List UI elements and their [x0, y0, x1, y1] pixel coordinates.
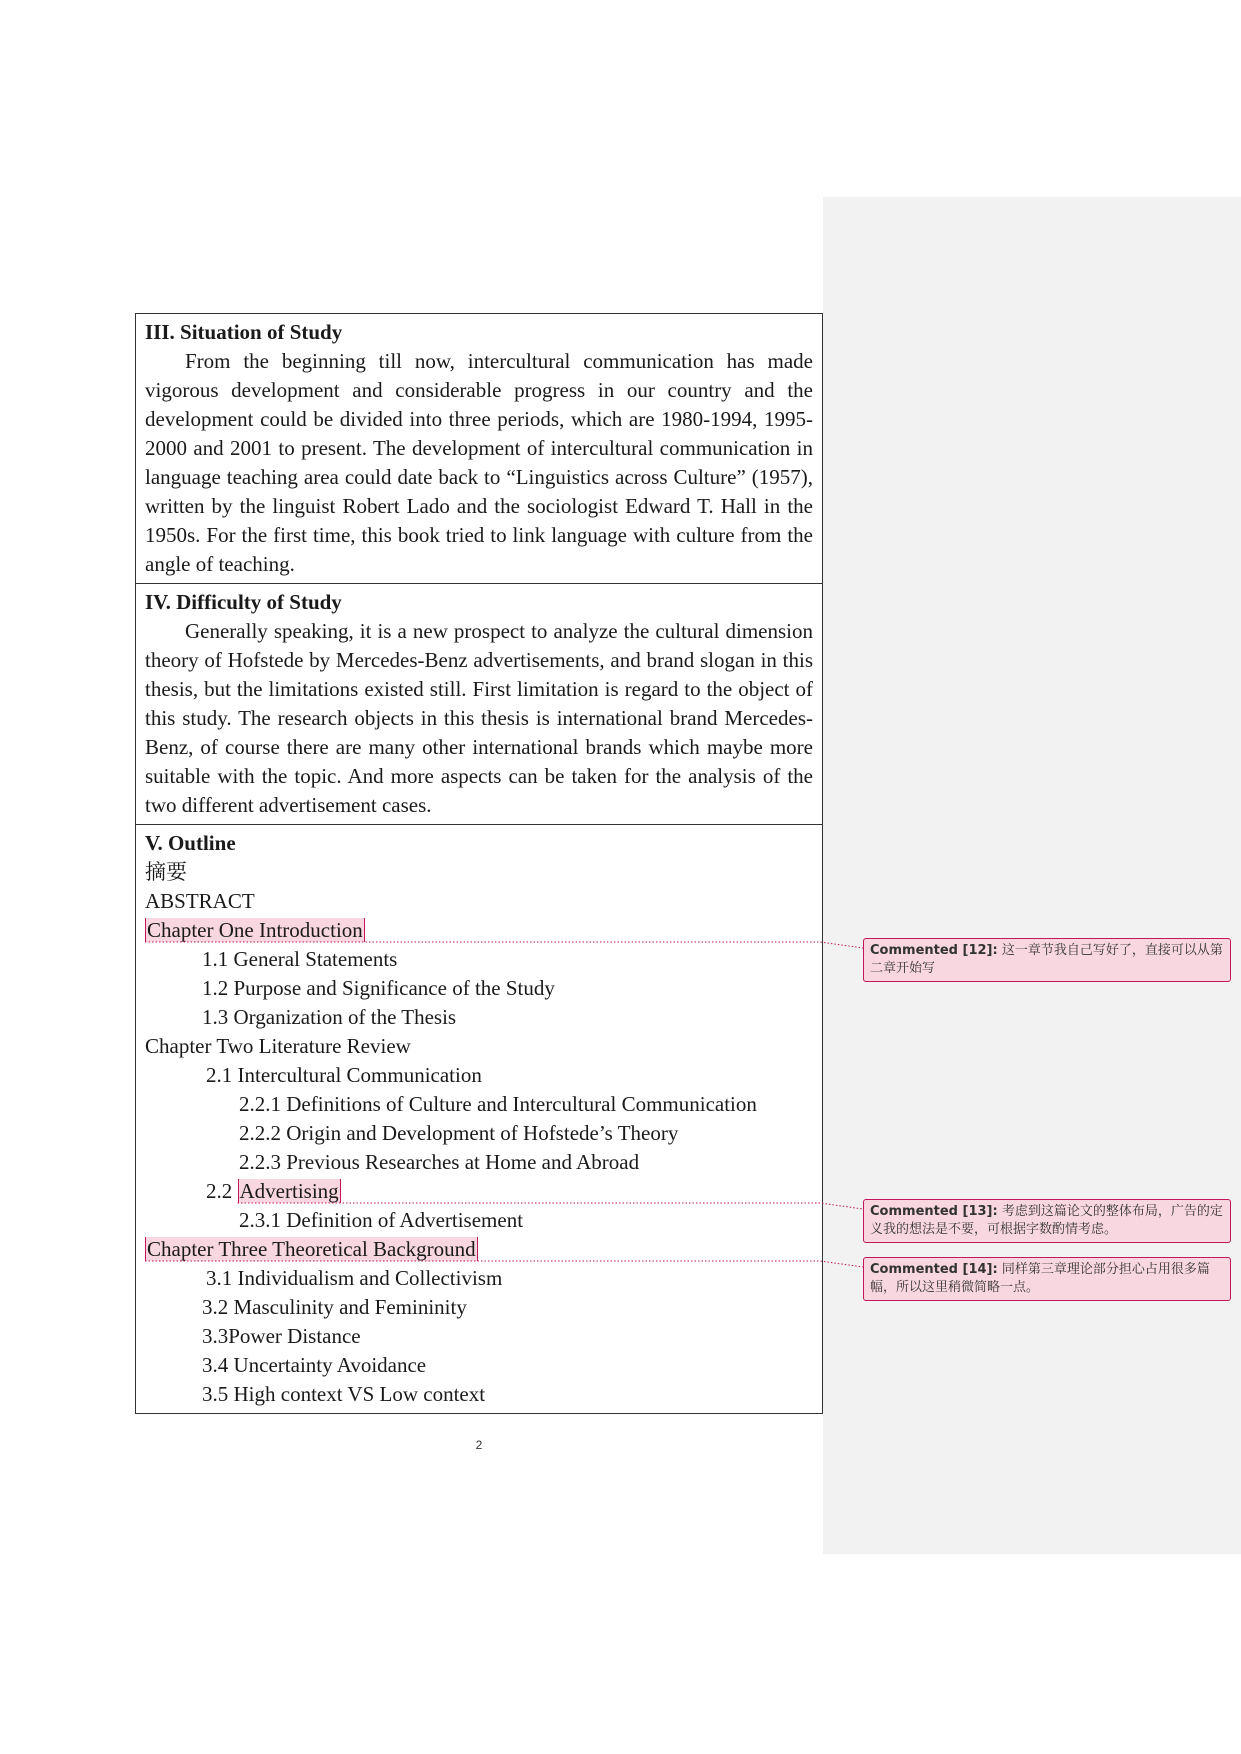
- outline-prefix: 2.2: [206, 1179, 238, 1203]
- page-number: 2: [475, 1438, 483, 1452]
- comment-tag: Commented [14]:: [870, 1262, 998, 1277]
- outline-item: 2.2.1 Definitions of Culture and Intercultural Communication: [239, 1092, 757, 1116]
- outline-item: Chapter Two Literature Review: [145, 1034, 411, 1058]
- comment-tag: Commented [13]:: [870, 1204, 998, 1219]
- section-heading: V. Outline: [145, 831, 236, 855]
- outline-item: 2.1 Intercultural Communication: [206, 1063, 482, 1087]
- outline-item: 3.3Power Distance: [202, 1324, 361, 1348]
- comment-connector: [145, 1261, 863, 1267]
- outline-item: 1.2 Purpose and Significance of the Study: [202, 976, 555, 1000]
- outline-item: 摘要: [145, 860, 187, 884]
- section-paragraph: Generally speaking, it is a new prospect to analyze the cultural dimension theory of Hofstede by Mercedes-Benz advertisements, and brand slogan in this thesis, but the limitations existed still. First limitation is regard to the object of this study. The research objects in this thesis is international brand Mercedes-Benz, of course there are many other international brands which maybe more suitable with the topic. And more aspects can be taken for the analysis of the two different advertisement cases.: [145, 619, 813, 817]
- section-paragraph: From the beginning till now, intercultural communication has made vigorous development and considerable progress in our country and the development could be divided into three periods, which are 1980-1994, 1995-2000 and 2001 to present. The development of intercultural communication in language teaching area could date back to “Linguistics across Culture” (1957), written by the linguist Robert Lado and the sociologist Edward T. Hall in the 1950s. For the first time, this book tried to link language with culture from the angle of teaching.: [145, 349, 813, 576]
- comment-anchor-13[interactable]: Advertising: [239, 1179, 339, 1203]
- outline-item: 2.2.3 Previous Researches at Home and Abroad: [239, 1150, 640, 1174]
- comment-text: 这一章节我自己写好了，直接可以从第二章开始写: [870, 943, 1223, 976]
- outline-item: 2.3.1 Definition of Advertisement: [239, 1208, 524, 1232]
- outline-item: 2.2.2 Origin and Development of Hofstede’s Theory: [239, 1121, 679, 1145]
- comment-text: 考虑到这篇论文的整体布局，广告的定义我的想法是不要，可根据字数酌情考虑。: [870, 1204, 1223, 1237]
- section-heading: IV. Difficulty of Study: [145, 590, 342, 614]
- outline-item: 3.4 Uncertainty Avoidance: [202, 1353, 427, 1377]
- comment-text: 同样第三章理论部分担心占用很多篇幅，所以这里稍微简略一点。: [870, 1262, 1210, 1295]
- comment-tag: Commented [12]:: [870, 943, 998, 958]
- comment-connector: [145, 942, 863, 948]
- outline-item: 3.2 Masculinity and Femininity: [202, 1295, 467, 1319]
- comment-anchor-12[interactable]: Chapter One Introduction: [147, 918, 363, 942]
- section-heading: III. Situation of Study: [145, 320, 343, 344]
- outline-item: ABSTRACT: [145, 889, 255, 913]
- comment-connector: [238, 1203, 864, 1209]
- outline-item: 3.5 High context VS Low context: [202, 1382, 486, 1406]
- outline-item: 3.1 Individualism and Collectivism: [206, 1266, 503, 1290]
- comment-anchor-14[interactable]: Chapter Three Theoretical Background: [147, 1237, 476, 1261]
- outline-item: 1.1 General Statements: [202, 947, 398, 971]
- outline-item: 1.3 Organization of the Thesis: [202, 1005, 457, 1029]
